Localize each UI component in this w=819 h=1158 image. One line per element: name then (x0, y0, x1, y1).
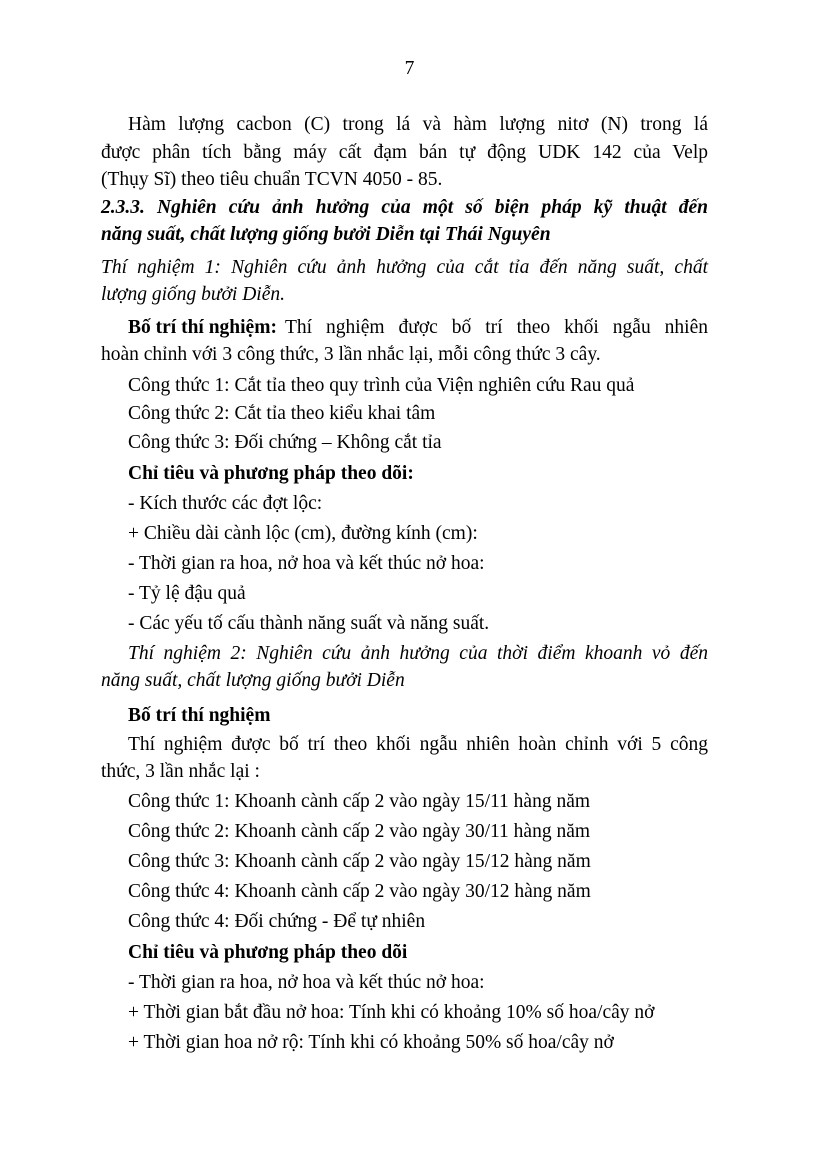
paragraph-line: (Thụy Sĩ) theo tiêu chuẩn TCVN 4050 - 85. (101, 169, 443, 190)
indicator-item: - Thời gian ra hoa, nở hoa và kết thúc nở hoa: (128, 553, 485, 574)
design-heading: Bố trí thí nghiệm (128, 705, 271, 726)
treatment-item: Công thức 4: Khoanh cành cấp 2 vào ngày 30/12 hàng năm (128, 881, 591, 902)
treatment-item: Công thức 3: Khoanh cành cấp 2 vào ngày 15/12 hàng năm (128, 851, 591, 872)
indicators-heading: Chỉ tiêu và phương pháp theo dõi: (128, 463, 414, 484)
page-number: 7 (404, 58, 415, 79)
experiment-title: Thí nghiệm 2: Nghiên cứu ảnh hưởng của thời điểm khoanh vỏ đến (128, 643, 708, 664)
treatment-item: Công thức 1: Cắt tỉa theo quy trình của Viện nghiên cứu Rau quả (128, 375, 635, 396)
experiment-title: Thí nghiệm 1: Nghiên cứu ảnh hưởng của cắt tỉa đến năng suất, chất (101, 257, 708, 278)
design-text: thức, 3 lần nhắc lại : (101, 761, 260, 782)
indicator-item: + Thời gian hoa nở rộ: Tính khi có khoảng 50% số hoa/cây nở (128, 1032, 614, 1053)
indicator-item: + Thời gian bắt đầu nở hoa: Tính khi có khoảng 10% số hoa/cây nở (128, 1002, 655, 1023)
design-line (128, 316, 708, 340)
section-heading: 2.3.3. Nghiên cứu ảnh hưởng của một số biện pháp kỹ thuật đến (101, 197, 708, 218)
design-text: Thí nghiệm được bố trí theo khối ngẫu nhiên (284, 317, 708, 338)
treatment-item: Công thức 2: Khoanh cành cấp 2 vào ngày 30/11 hàng năm (128, 821, 591, 842)
indicator-item: - Thời gian ra hoa, nở hoa và kết thúc nở hoa: (128, 972, 485, 993)
design-text: hoàn chỉnh với 3 công thức, 3 lần nhắc lại, mỗi công thức 3 cây. (101, 344, 601, 365)
treatment-item: Công thức 3: Đối chứng – Không cắt tỉa (128, 432, 442, 453)
indicators-heading: Chỉ tiêu và phương pháp theo dõi (128, 942, 408, 963)
treatment-item: Công thức 4: Đối chứng - Để tự nhiên (128, 911, 426, 932)
experiment-title: năng suất, chất lượng giống bưởi Diễn (101, 670, 405, 691)
paragraph-line: được phân tích bằng máy cất đạm bán tự động UDK 142 của Velp (101, 142, 708, 163)
design-text: Thí nghiệm được bố trí theo khối ngẫu nhiên hoàn chỉnh với 5 công (128, 734, 708, 755)
indicator-item: - Tỷ lệ đậu quả (128, 583, 246, 604)
indicator-item: - Các yếu tố cấu thành năng suất và năng suất. (128, 613, 490, 634)
indicator-item: + Chiều dài cành lộc (cm), đường kính (cm): (128, 523, 478, 544)
experiment-title: lượng giống bưởi Diễn. (101, 284, 285, 305)
section-heading: năng suất, chất lượng giống bưởi Diễn tại Thái Nguyên (101, 224, 551, 245)
design-label: Bố trí thí nghiệm: (128, 317, 277, 338)
indicator-item: - Kích thước các đợt lộc: (128, 493, 323, 514)
treatment-item: Công thức 1: Khoanh cành cấp 2 vào ngày 15/11 hàng năm (128, 791, 591, 812)
treatment-item: Công thức 2: Cắt tỉa theo kiểu khai tâm (128, 403, 436, 424)
paragraph-line: Hàm lượng cacbon (C) trong lá và hàm lượng nitơ (N) trong lá (128, 114, 708, 135)
